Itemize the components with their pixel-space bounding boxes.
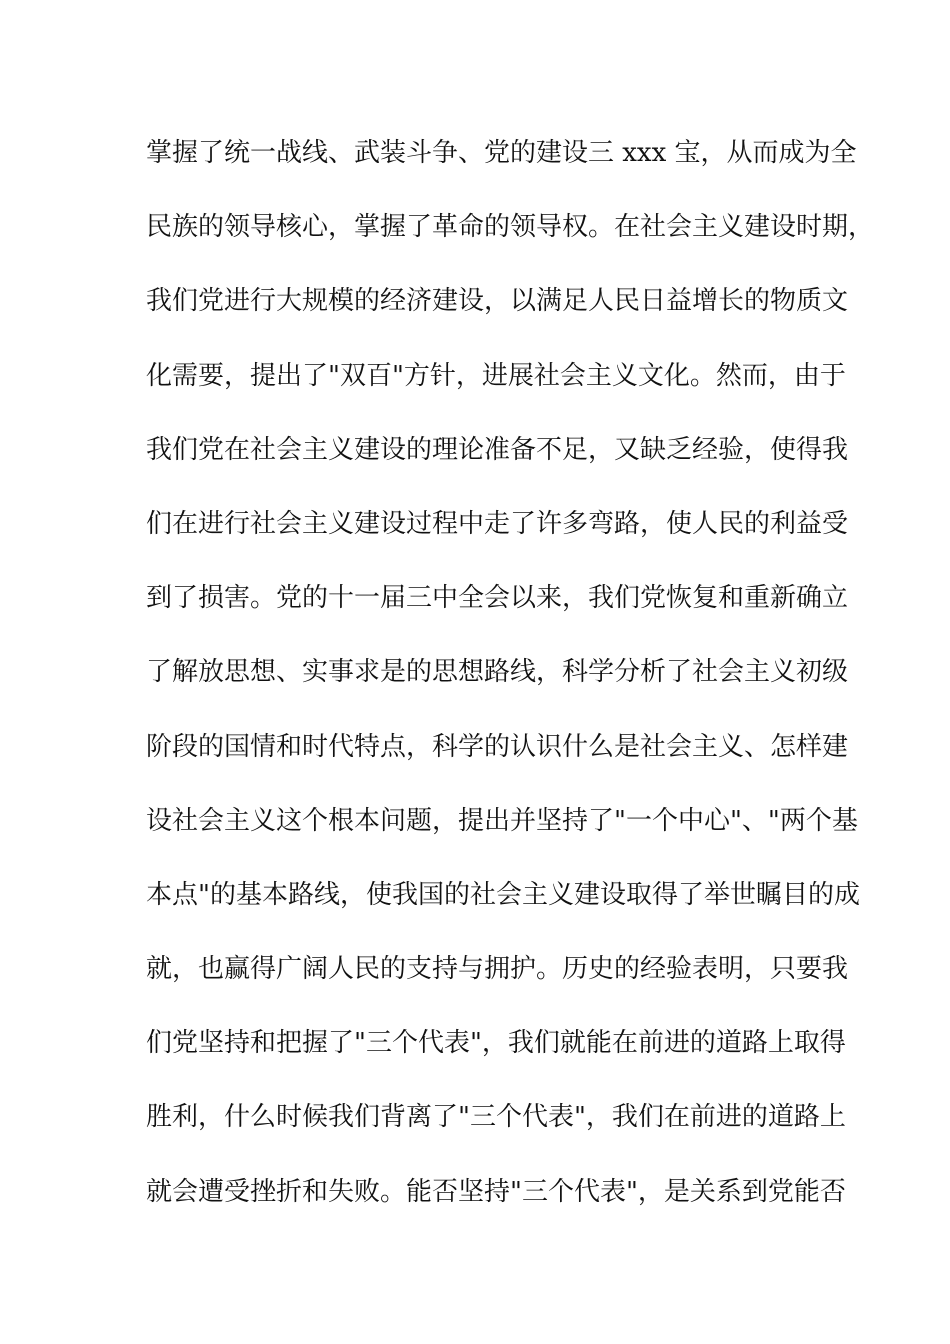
- text-line-10: 设社会主义这个根本问题，提出并坚持了"一个中心"、"两个基: [146, 805, 858, 836]
- text-line-14: 胜利，什么时候我们背离了"三个代表"，我们在前进的道路上: [146, 1102, 846, 1133]
- text-line-8: 了解放思想、实事求是的思想路线，科学分析了社会主义初级: [146, 657, 849, 688]
- text-line-7: 到了损害。党的十一届三中全会以来，我们党恢复和重新确立: [146, 583, 849, 614]
- text-line-3: 我们党进行大规模的经济建设，以满足人民日益增长的物质文: [146, 286, 849, 317]
- text-line-6: 们在进行社会主义建设过程中走了许多弯路，使人民的利益受: [146, 508, 849, 539]
- body-paragraph: [146, 133, 875, 1246]
- text-line-4: 化需要，提出了"双百"方针，进展社会主义文化。然而，由于: [146, 360, 846, 391]
- text-line-1: 掌握了统一战线、武装斗争、党的建设三 xxx 宝，从而成为全: [146, 138, 857, 168]
- text-line-12: 就，也赢得广阔人民的支持与拥护。历史的经验表明，只要我: [146, 954, 849, 985]
- text-line-9: 阶段的国情和时代特点，科学的认识什么是社会主义、怎样建: [146, 731, 849, 762]
- text-line-5: 我们党在社会主义建设的理论准备不足，又缺乏经验，使得我: [146, 434, 849, 465]
- text-line-2: 民族的领导核心，掌握了革命的领导权。在社会主义建设时期，: [146, 212, 875, 243]
- text-line-11: 本点"的基本路线，使我国的社会主义建设取得了举世瞩目的成: [146, 879, 860, 910]
- text-line-13: 们党坚持和把握了"三个代表"，我们就能在前进的道路上取得: [146, 1028, 846, 1059]
- text-line-15: 就会遭受挫折和失败。能否坚持"三个代表"，是关系到党能否: [146, 1176, 846, 1207]
